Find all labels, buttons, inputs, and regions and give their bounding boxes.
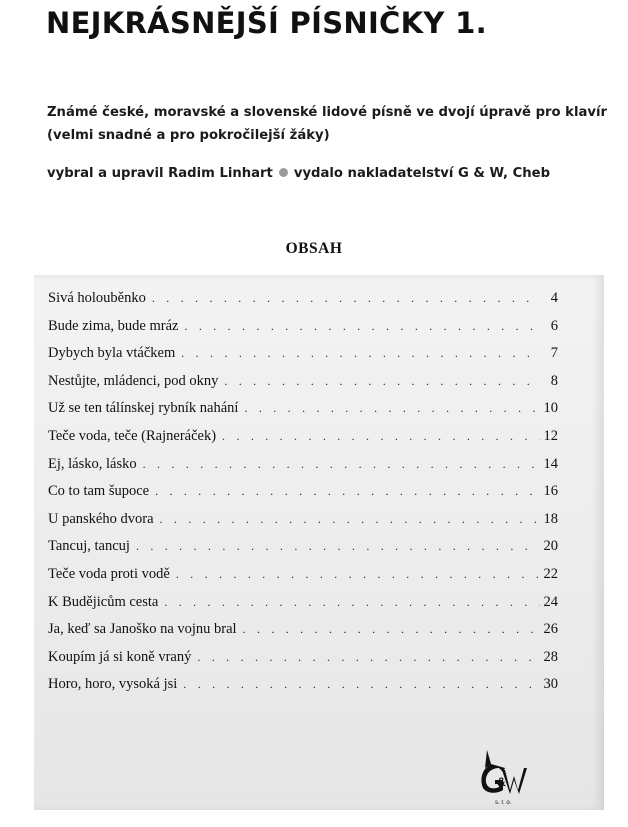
toc-entry-title: Horo, horo, vysoká jsi: [48, 676, 178, 693]
toc-entry-title: Ej, lásko, lásko: [48, 455, 137, 472]
toc-row: [48, 428, 558, 456]
book-subtitle: [47, 101, 607, 147]
toc-row: [48, 621, 558, 649]
toc-leader-dots: [222, 429, 539, 444]
toc-entry-page: 20: [543, 538, 558, 555]
bullet-separator-icon: [279, 168, 288, 177]
toc-leader-dots: [184, 319, 540, 334]
toc-entry-title: Nestůjte, mládenci, pod okny: [48, 372, 219, 389]
toc-leader-dots: [164, 595, 539, 610]
toc-leader-dots: [181, 346, 540, 361]
toc-entry-title: K Budějicům cesta: [48, 593, 159, 610]
toc-entry-page: 8: [550, 372, 558, 389]
toc-entry-title: Ja, keď sa Janoško na vojnu bral: [48, 621, 237, 638]
toc-entry-title: U panského dvora: [48, 510, 154, 527]
toc-heading: OBSAH: [285, 240, 343, 257]
toc-entry-title: Bude zima, bude mráz: [48, 317, 179, 334]
toc-entry-title: Co to tam šupoce: [48, 483, 150, 500]
toc-entry-title: Koupím já si koně vraný: [48, 648, 192, 665]
toc-row: [48, 373, 558, 401]
toc-row: [48, 566, 558, 594]
credits-line: [47, 166, 550, 181]
toc-entry-title: Sivá holouběnko: [48, 290, 146, 306]
toc-entry-page: 4: [550, 290, 558, 306]
credits-publisher: vydalo nakladatelství G & W, Cheb: [293, 166, 551, 181]
subtitle-line-2: (velmi snadné a pro pokročilejší žáky): [47, 128, 330, 143]
toc-row: [48, 345, 558, 373]
toc-entry-page: 24: [543, 593, 558, 610]
toc-leader-dots: [244, 401, 539, 416]
toc-row: [48, 594, 558, 622]
toc-leader-dots: [176, 567, 540, 582]
toc-leader-dots: [136, 539, 540, 554]
toc-leader-dots: [183, 677, 539, 692]
toc-leader-dots: [243, 622, 540, 637]
subtitle-line-1: Známé české, moravské a slovenské lidové písně ve dvojí úpravě pro klavír: [47, 105, 607, 120]
toc-leader-dots: [152, 291, 540, 306]
toc-entry-page: 14: [543, 455, 558, 472]
toc-entry-page: 10: [543, 400, 558, 417]
toc-entry-page: 7: [550, 345, 558, 362]
toc-entry-page: 22: [543, 565, 558, 582]
toc-row: [48, 290, 558, 318]
credits-arranger: vybral a upravil Radim Linhart: [47, 166, 273, 181]
toc-entry-page: 6: [550, 317, 558, 334]
book-title: NEJKRÁSNĚJŠÍ PÍSNIČKY 1.: [46, 6, 487, 40]
toc-leader-dots: [143, 457, 540, 472]
toc-entry-page: 28: [543, 648, 558, 665]
toc-entry-title: Teče voda, teče (Rajneráček): [48, 427, 217, 444]
toc-entry-page: 16: [543, 483, 558, 500]
toc-row: [48, 649, 558, 677]
toc-row: [48, 318, 558, 346]
toc-row: [48, 400, 558, 428]
toc-leader-dots: [160, 512, 540, 527]
table-of-contents: [48, 290, 558, 704]
toc-row: [48, 511, 558, 539]
toc-entry-page: 18: [543, 510, 558, 527]
toc-entry-title: Teče voda proti vodě: [48, 565, 170, 582]
toc-entry-page: 30: [543, 676, 558, 693]
toc-leader-dots: [155, 484, 539, 499]
logo-sub-text: s. r. o.: [495, 800, 512, 806]
toc-leader-dots: [224, 374, 540, 389]
svg-text:&: &: [497, 775, 506, 789]
toc-row: [48, 456, 558, 484]
toc-entry-page: 12: [543, 427, 558, 444]
toc-entry-title: Tancuj, tancuj: [48, 538, 130, 555]
toc-row: [48, 538, 558, 566]
toc-row: [48, 676, 558, 704]
toc-row: [48, 483, 558, 511]
toc-leader-dots: [197, 650, 539, 665]
publisher-logo: [477, 750, 533, 808]
toc-entry-title: Už se ten tálínskej rybník nahání: [48, 400, 239, 417]
toc-entry-title: Dybych byla vtáčkem: [48, 345, 176, 362]
toc-entry-page: 26: [543, 621, 558, 638]
